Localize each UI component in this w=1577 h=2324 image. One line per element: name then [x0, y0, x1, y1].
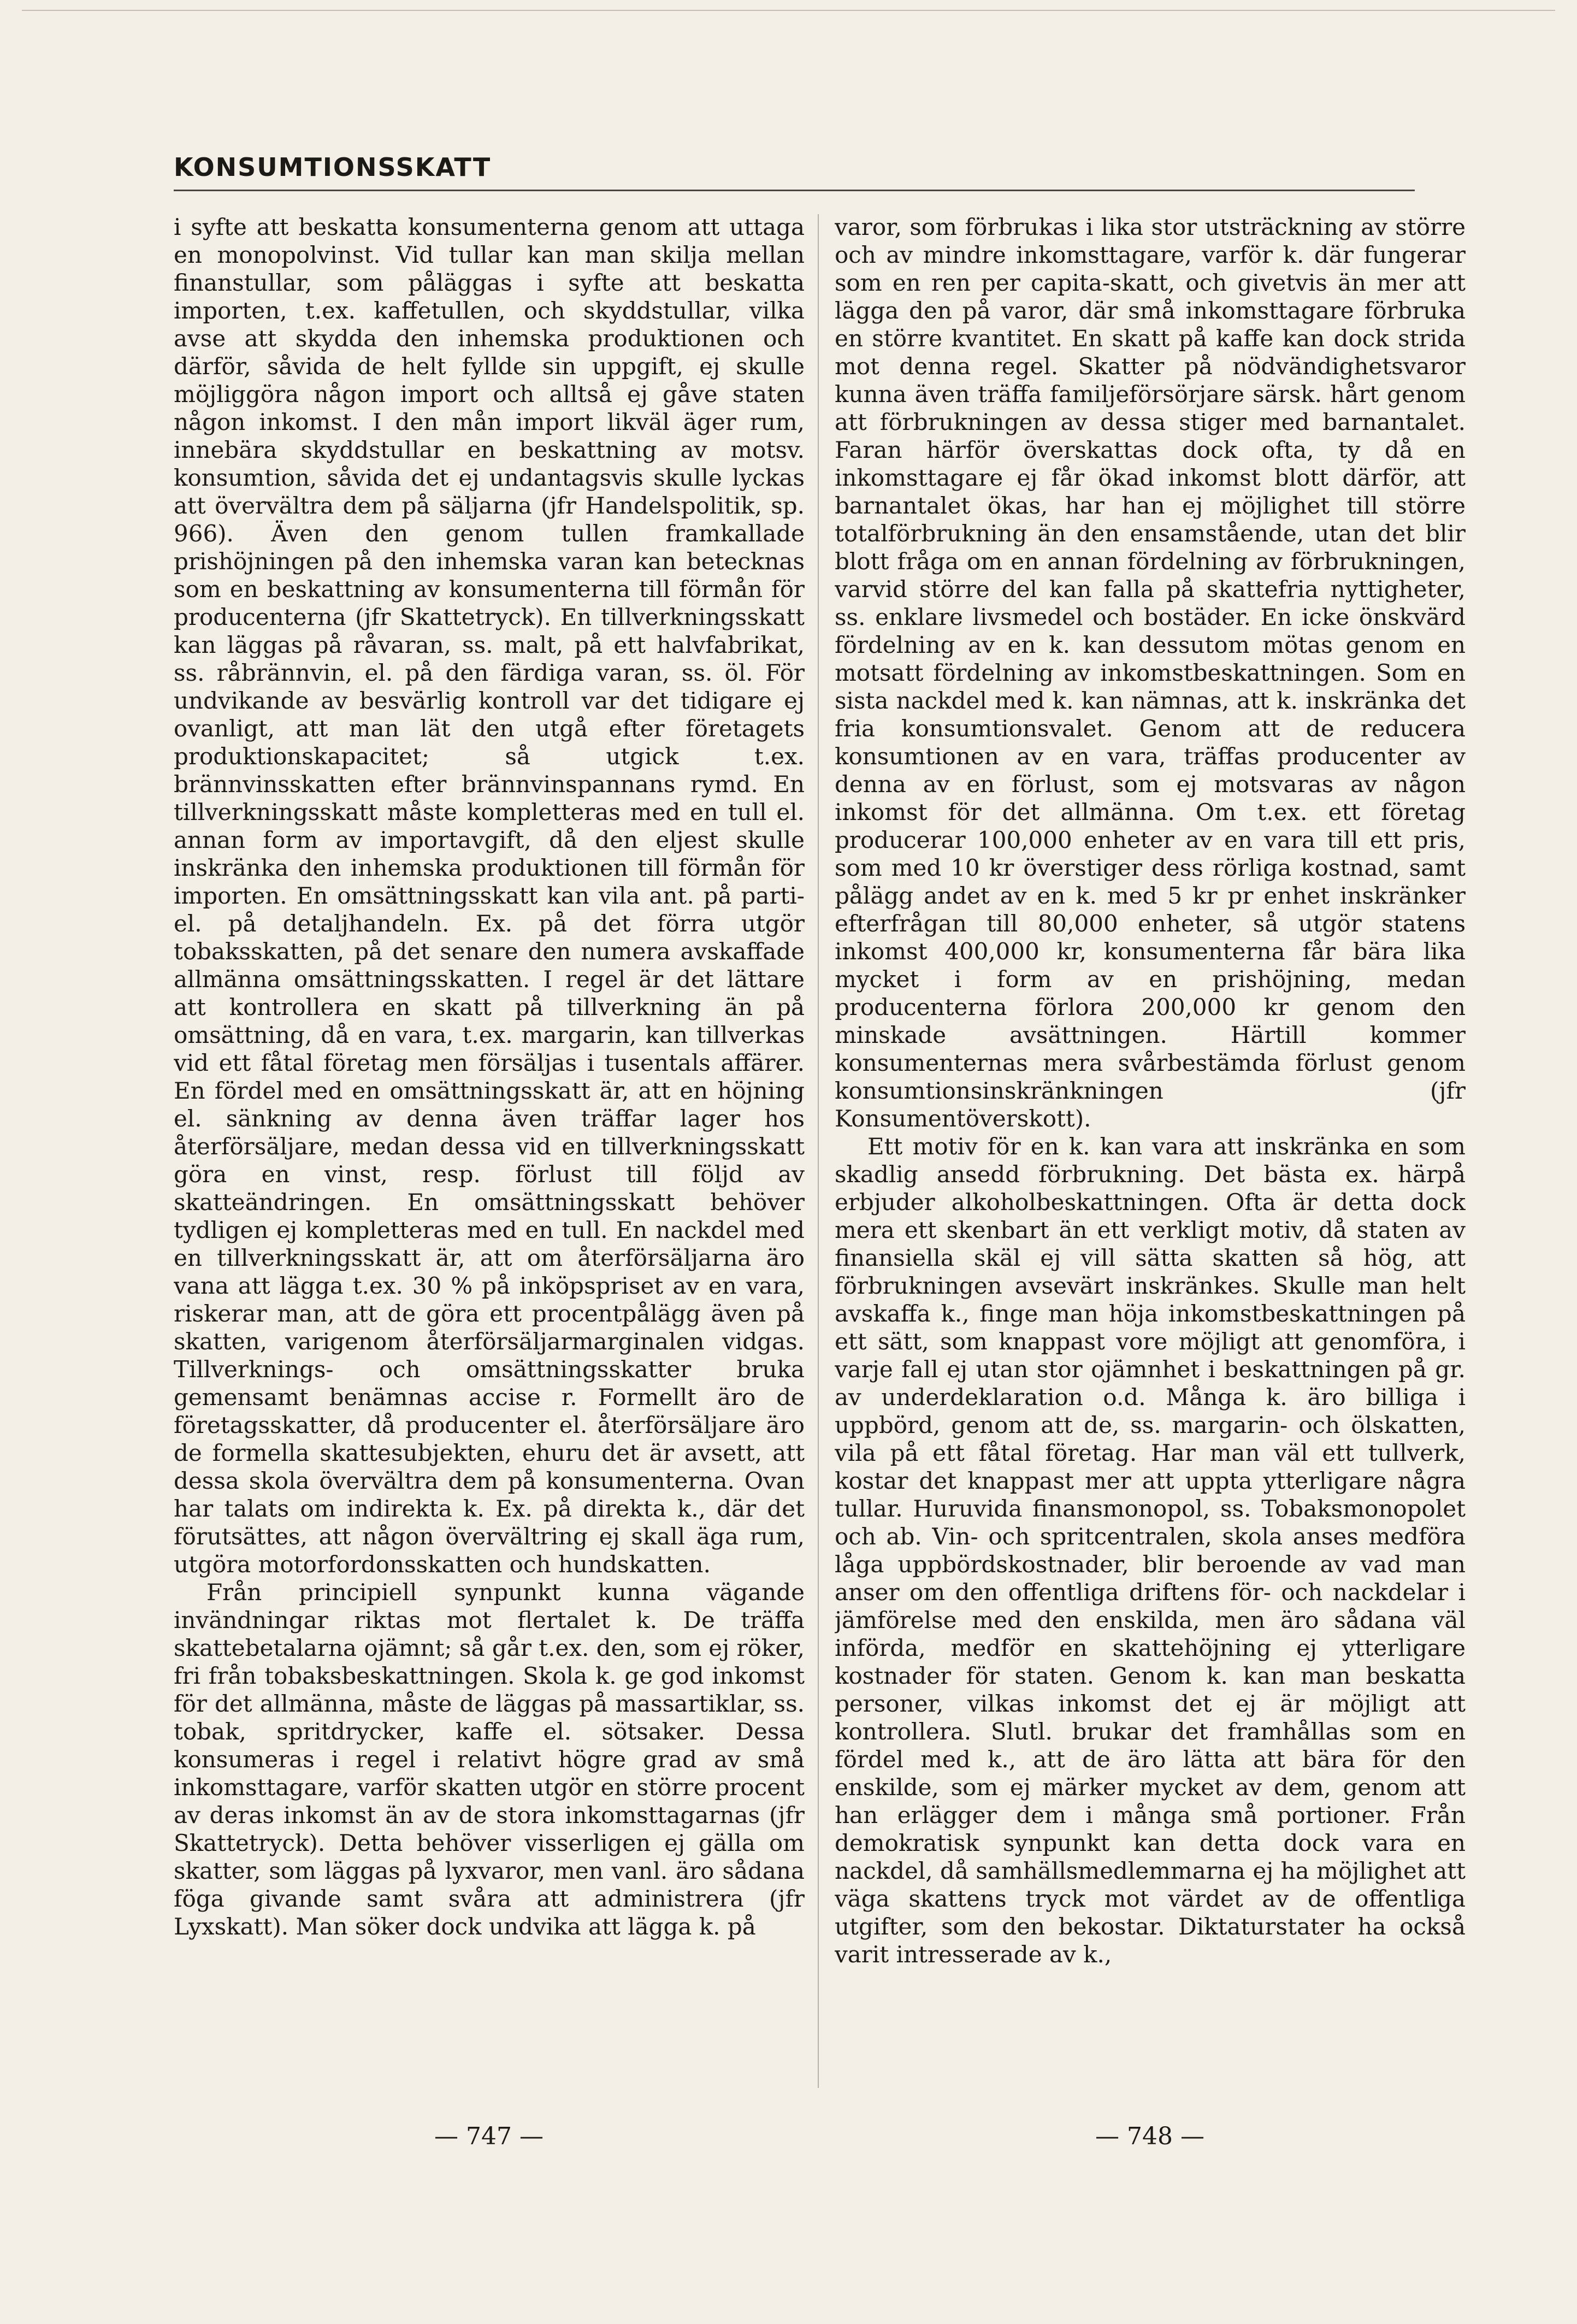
page-number-left: — 747 — [434, 2122, 544, 2150]
left-paragraph-1: i syfte att beskatta konsumenterna genom att uttaga en monopolvinst. Vid tullar kan man skilja mellan finanstullar, som påläggas i syfte att beskatta importen, t.ex. kaffetullen, och skyddstullar, vilka avse att skydda den inhemska produktionen och därför, såvida de helt fyllde sin uppgift, ej skulle möjliggöra någon import och alltså ej gåve staten någon inkomst. I den mån import likväl äger rum, innebära skyddstullar en beskattning av motsv. konsumtion, såvida det ej undantagsvis skulle lyckas att övervältra dem på säljarna (jfr Handelspolitik, sp. 966). Även den genom tullen framkallade prishöjningen på den inhemska varan kan betecknas som en beskattning av konsumenterna till förmån för producenterna (jfr Skattetryck). En tillverkningsskatt kan läggas på råvaran, ss. malt, på ett halvfabrikat, ss. råbrännvin, el. på den färdiga varan, ss. öl. För undvikande av besvärlig kontroll var det tidigare ej ovanligt, att man lät den utgå efter företagets produktionskapacitet; så utgick t.ex. brännvinsskatten efter brännvinspannans rymd. En tillverkningsskatt måste kompletteras med en tull el. annan form av importavgift, då den eljest skulle inskränka den inhemska produktionen till förmån för importen. En omsättningsskatt kan vila ant. på parti- el. på detaljhandeln. Ex. på det förra utgör tobaksskatten, på det senare den numera avskaffade allmänna omsättningsskatten. I regel är det lättare att kontrollera en skatt på tillverkning än på omsättning, då en vara, t.ex. margarin, kan tillverkas vid ett fåtal företag men försäljas i tusentals affärer. En fördel med en omsättningsskatt är, att en höjning el. sänkning av denna även träffar lager hos återförsäljare, medan dessa vid en tillverkningsskatt göra en vinst, resp. förlust till följd av skatteändringen. En omsättningsskatt behöver tydligen ej kompletteras med en tull. En nackdel med en tillverkningsskatt är, att om återförsäljarna äro vana att lägga t.ex. 30 % på inköpspriset av en vara, riskerar man, att de göra ett procentpålägg även på skatten, varigenom återförsäljarmarginalen vidgas. Tillverknings- och omsättningsskatter bruka gemensamt benämnas accise r. Formellt äro de företagsskatter, då producenter el. återförsäljare äro de formella skattesubjekten, ehuru det är avsett, att dessa skola övervältra dem på konsumenterna. Ovan har talats om indirekta k. Ex. på direkta k., där det förutsättes, att någon övervältring ej skall äga rum, utgöra motorfordonsskatten och hundskatten. [174, 214, 805, 1578]
top-edge-rule [22, 10, 1555, 11]
left-paragraph-2: Från principiell synpunkt kunna vägande invändningar riktas mot flertalet k. De träffa skattebetalarna ojämnt; så går t.ex. den, som ej röker, fri från tobaksbeskattningen. Skola k. ge god inkomst för det allmänna, måste de läggas på massartiklar, ss. tobak, spritdrycker, kaffe el. sötsaker. Dessa konsumeras i regel i relativt högre grad av små inkomsttagare, varför skatten utgör en större procent av deras inkomst än av de stora inkomsttagarnas (jfr Skattetryck). Detta behöver visserligen ej gälla om skatter, som läggas på lyxvaror, men vanl. äro sådana föga givande samt svåra att administrera (jfr Lyxskatt). Man söker dock undvika att lägga k. på [174, 1579, 805, 1940]
page-number-right: — 748 — [1095, 2122, 1204, 2150]
right-column [835, 213, 1466, 2081]
running-head: KONSUMTIONSSKATT [174, 155, 1415, 191]
left-column [174, 213, 805, 2081]
right-paragraph-1: varor, som förbrukas i lika stor utsträckning av större och av mindre inkomsttagare, varför k. där fungerar som en ren per capita-skatt, och givetvis än mer att lägga den på varor, där små inkomsttagare förbruka en större kvantitet. En skatt på kaffe kan dock strida mot denna regel. Skatter på nödvändighetsvaror kunna även träffa familjeförsörjare särsk. hårt genom att förbrukningen av dessa stiger med barnantalet. Faran härför överskattas dock ofta, ty då en inkomsttagare ej får ökad inkomst blott därför, att barnantalet ökas, har han ej möjlighet till större totalförbrukning än den ensamstående, utan det blir blott fråga om en annan fördelning av förbrukningen, varvid större del kan falla på skattefria nyttigheter, ss. enklare livsmedel och bostäder. En icke önskvärd fördelning av en k. kan dessutom mötas genom en motsatt fördelning av inkomstbeskattningen. Som en sista nackdel med k. kan nämnas, att k. inskränka det fria konsumtionsvalet. Genom att de reducera konsumtionen av en vara, träffas producenter av denna av en förlust, som ej motsvaras av någon inkomst för det allmänna. Om t.ex. ett företag producerar 100,000 enheter av en vara till ett pris, som med 10 kr överstiger dess rörliga kostnad, samt pålägg andet av en k. med 5 kr pr enhet inskränker efterfrågan till 80,000 enheter, så utgör statens inkomst 400,000 kr, konsumenterna får bära lika mycket i form av en prishöjning, medan producenterna förlora 200,000 kr genom den minskade avsättningen. Härtill kommer konsumenternas mera svårbestämda förlust genom konsumtionsinskränkningen (jfr Konsumentöverskott). [835, 214, 1466, 1132]
column-divider [818, 214, 819, 2088]
page-header [174, 152, 1415, 191]
right-paragraph-2: Ett motiv för en k. kan vara att inskränka en som skadlig ansedd förbrukning. Det bästa ex. härpå erbjuder alkoholbeskattningen. Ofta är detta dock mera ett skenbart än ett verkligt motiv, då staten av finansiella skäl ej vill sätta skatten så hög, att förbrukningen avsevärt inskränkes. Skulle man helt avskaffa k., finge man höja inkomstbeskattningen på ett sätt, som knappast vore möjligt att genomföra, i varje fall ej utan stor ojämnhet i beskattningen på gr. av underdeklaration o.d. Många k. äro billiga i uppbörd, genom att de, ss. margarin- och ölskatten, vila på ett fåtal företag. Har man väl ett tullverk, kostar det knappast mer att uppta ytterligare några tullar. Huruvida finansmonopol, ss. Tobaksmonopolet och ab. Vin- och spritcentralen, skola anses medföra låga uppbördskostnader, blir beroende av vad man anser om den offentliga driftens för- och nackdelar i jämförelse med den enskilda, men äro sådana väl införda, medför en skattehöjning ej ytterligare kostnader för staten. Genom k. kan man beskatta personer, vilkas inkomst det ej är möjligt att kontrollera. Slutl. brukar det framhållas som en fördel med k., att de äro lätta att bära för den enskilde, som ej märker mycket av dem, genom att han erlägger dem i många små portioner. Från demokratisk synpunkt kan detta dock vara en nackdel, då samhällsmedlemmarna ej ha möjlighet att väga skattens tryck mot värdet av de offentliga utgifter, som den bekostar. Diktaturstater ha också varit intresserade av k., [835, 1133, 1466, 1968]
